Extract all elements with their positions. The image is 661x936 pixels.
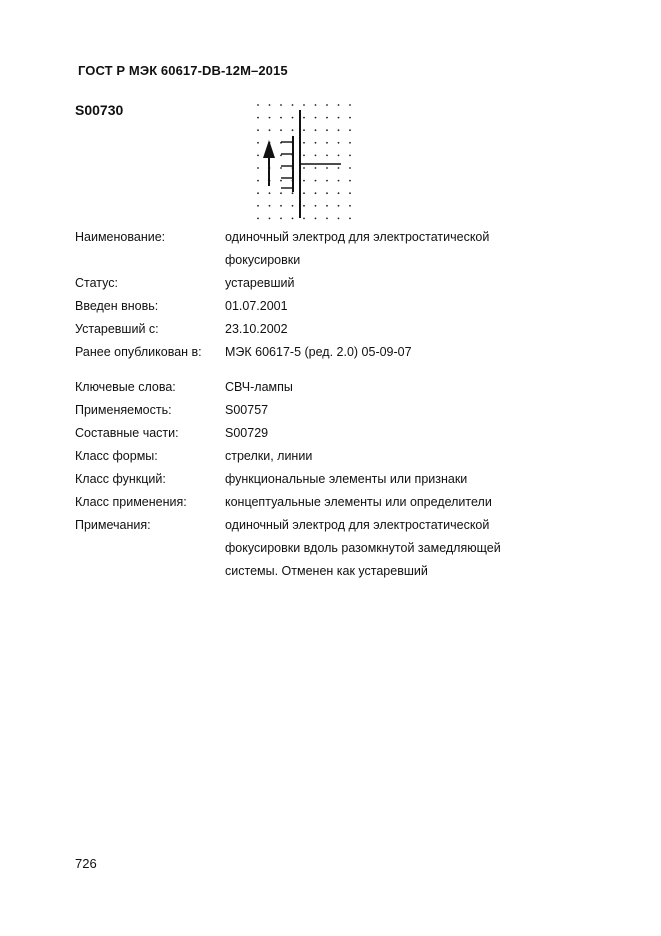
property-label: Класс функций: — [75, 472, 166, 486]
property-label: Наименование: — [75, 230, 166, 244]
property-value-line: фокусировки — [225, 253, 301, 267]
property-row — [75, 318, 615, 341]
property-value-line: фокусировки вдоль разомкнутой замедляющей — [225, 541, 501, 555]
property-value-line: системы. Отменен как устаревший — [225, 564, 428, 578]
document-header: ГОСТ Р МЭК 60617-DB-12M–2015 — [78, 63, 288, 78]
property-row — [75, 399, 615, 422]
property-label: Класс формы: — [75, 449, 158, 463]
property-value-line: СВЧ-лампы — [225, 380, 293, 394]
property-row — [75, 376, 615, 399]
property-value-line: концептуальные элементы или определители — [225, 495, 492, 509]
property-value — [225, 399, 268, 422]
property-label: Составные части: — [75, 426, 179, 440]
property-label: Статус: — [75, 276, 118, 290]
property-value-line: функциональные элементы или признаки — [225, 472, 468, 486]
property-value-line: 23.10.2002 — [225, 322, 288, 336]
property-value — [225, 422, 268, 445]
property-value-line: 01.07.2001 — [225, 299, 288, 313]
property-row — [75, 272, 615, 295]
property-value — [225, 272, 294, 295]
property-value-line: МЭК 60617-5 (ред. 2.0) 05-09-07 — [225, 345, 412, 359]
property-label: Ключевые слова: — [75, 380, 176, 394]
property-row — [75, 491, 615, 514]
property-label: Введен вновь: — [75, 299, 159, 313]
property-value-line: одиночный электрод для электростатической — [225, 230, 490, 244]
property-value-line: стрелки, линии — [225, 449, 313, 463]
electrode-symbol-icon — [253, 100, 357, 228]
property-value — [225, 491, 492, 514]
property-row — [75, 295, 615, 318]
property-value — [225, 318, 288, 341]
property-row — [75, 514, 615, 583]
property-value — [225, 468, 467, 491]
property-value — [225, 341, 412, 364]
property-value — [225, 445, 312, 468]
property-row — [75, 422, 615, 445]
property-label: Ранее опубликован в: — [75, 345, 202, 359]
page-number: 726 — [75, 856, 97, 871]
property-value — [225, 295, 288, 318]
property-value — [225, 376, 293, 399]
property-label: Применяемость: — [75, 403, 172, 417]
property-value — [225, 226, 489, 272]
property-row — [75, 341, 615, 364]
properties-list — [75, 226, 615, 583]
property-row — [75, 226, 615, 272]
symbol-code: S00730 — [75, 102, 124, 118]
property-label: Примечания: — [75, 518, 151, 532]
property-row — [75, 468, 615, 491]
property-row — [75, 445, 615, 468]
property-label: Класс применения: — [75, 495, 187, 509]
property-value-line: S00729 — [225, 426, 269, 440]
property-value-line: одиночный электрод для электростатической — [225, 518, 490, 532]
property-value-line: S00757 — [225, 403, 269, 417]
property-value — [225, 514, 501, 583]
property-label: Устаревший с: — [75, 322, 159, 336]
property-value-line: устаревший — [225, 276, 295, 290]
